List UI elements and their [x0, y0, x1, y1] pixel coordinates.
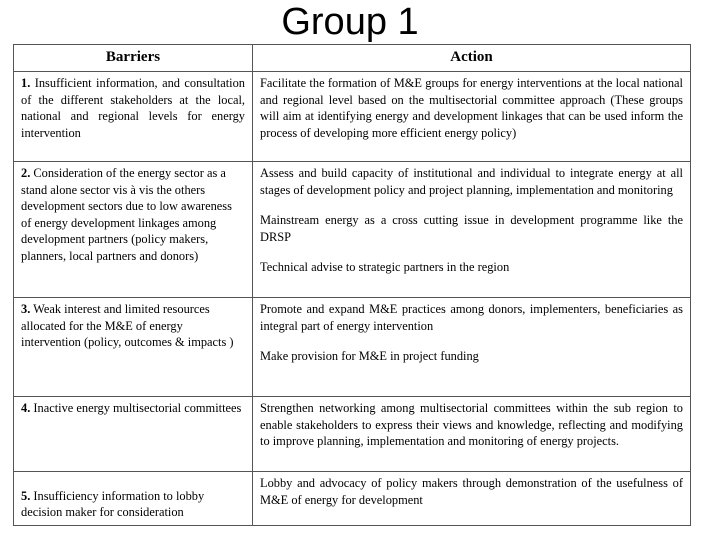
- barrier-text: Consideration of the energy sector as a stand alone sector vis à vis the others development sectors due to low awareness of energy development linkages among development partners (policy makers, planners, local partners and donors): [21, 166, 232, 263]
- barrier-cell: [14, 162, 253, 298]
- barrier-cell: [14, 298, 253, 397]
- barrier-cell: [14, 72, 253, 162]
- action-item: Strengthen networking among multisectorial committees within the sub region to enable stakeholders to express their views and knowledge, reflecting and modifying to improve planning, implementation and monitoring of energy projects.: [260, 401, 683, 449]
- table-row: [14, 72, 691, 162]
- table-row: [14, 397, 691, 472]
- barrier-text: Inactive energy multisectorial committees: [33, 401, 242, 415]
- action-item: Facilitate the formation of M&E groups for energy interventions at the local national and regional level based on the multisectorial committee approach (These groups will aim at identifying energy and development linkages that can be used inform the process of developing more efficient energy policy): [260, 76, 683, 140]
- barrier-cell: [14, 472, 253, 526]
- action-item: Make provision for M&E in project funding: [260, 349, 479, 364]
- action-cell: [253, 472, 691, 526]
- header-row: [14, 45, 691, 72]
- action-cell: [253, 162, 691, 298]
- barriers-header: Barriers: [14, 45, 253, 72]
- action-cell: [253, 397, 691, 472]
- barrier-number: 1.: [21, 76, 31, 90]
- barrier-number: 2.: [21, 166, 31, 180]
- action-cell: [253, 298, 691, 397]
- action-header: Action: [253, 45, 691, 72]
- barrier-text: Insufficient information, and consultation of the different stakeholders at the local, national and regional levels for energy intervention: [21, 76, 245, 140]
- table-row: [14, 162, 691, 298]
- action-item: Technical advise to strategic partners in the region: [260, 260, 510, 275]
- barrier-cell: [14, 397, 253, 472]
- action-item: Mainstream energy as a cross cutting issue in development programme like the DRSP: [260, 213, 683, 244]
- action-item: Promote and expand M&E practices among donors, implementers, beneficiaries as integral part of energy intervention: [260, 302, 683, 333]
- table-row: [14, 298, 691, 397]
- slide-title: Group 1: [281, 1, 419, 43]
- barrier-text: Insufficiency information to lobby decision maker for consideration: [21, 488, 205, 520]
- table-row: [14, 472, 691, 526]
- action-item: Lobby and advocacy of policy makers through demonstration of the usefulness of M&E of energy for development: [260, 476, 683, 507]
- barrier-text: Weak interest and limited resources allocated for the M&E of energy intervention (policy, outcomes & impacts ): [21, 302, 234, 350]
- action-item: Assess and build capacity of institutional and individual to integrate energy at all stages of development policy and project planning, implementation and monitoring: [260, 166, 683, 197]
- barriers-action-table: [13, 44, 691, 526]
- barrier-number: 3.: [21, 302, 31, 316]
- barrier-number: 4.: [21, 401, 31, 415]
- barrier-number: 5.: [21, 488, 31, 503]
- action-cell: [253, 72, 691, 162]
